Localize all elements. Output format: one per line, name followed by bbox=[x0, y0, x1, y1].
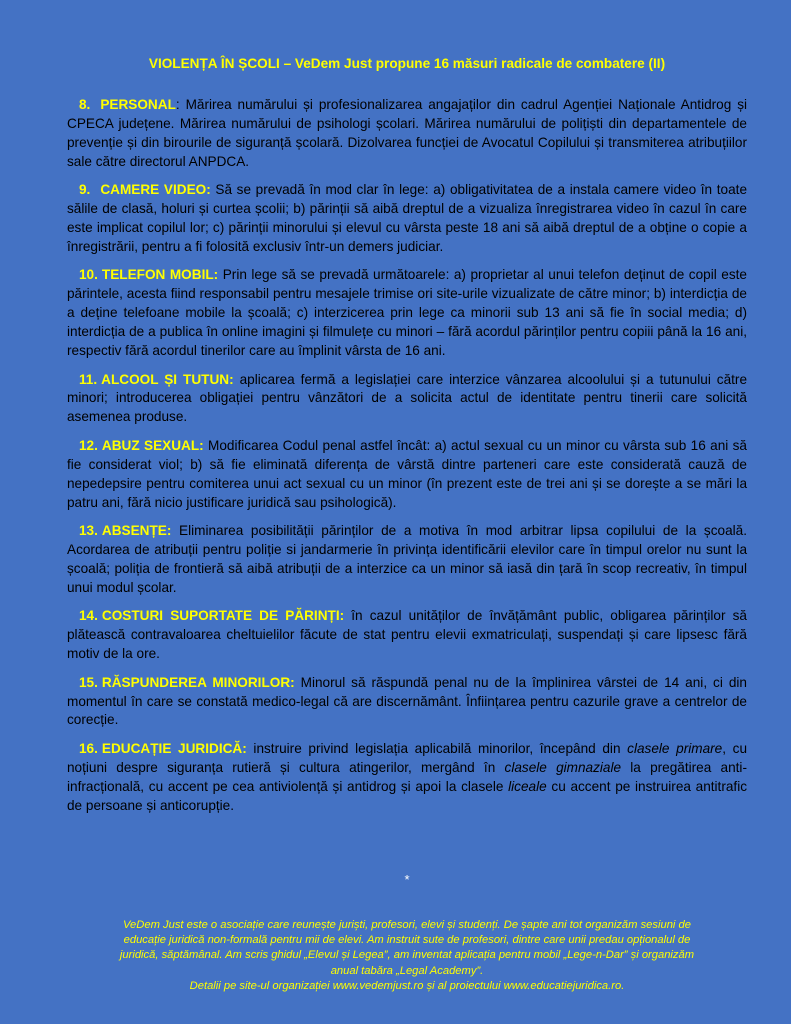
item-text-italic: clasele gimnaziale bbox=[504, 759, 622, 775]
item-text-italic: clasele primare bbox=[627, 740, 723, 756]
item-number: 16. bbox=[79, 740, 98, 756]
item-text-italic: liceale bbox=[508, 778, 547, 794]
item-heading: CAMERE VIDEO: bbox=[100, 182, 211, 198]
item-text: Prin lege să se prevadă următoarele: a) proprietar al unui telefon deținut de copil este părintele, acesta fiind responsabil pentru mesajele trimise ori site-urile vizualizate de către minor; b) interdicția de a deține telefoane mobile la școală; c) interzicerea prin lege ca minorii sub 13 ani să fie în social media; d) interdicția de a publica în online imagini și filmulețe cu minori – fără acordul părinților pentru copiii până la 16 ani, respectiv fără acordul tinerilor care au împlinit vârsta de 16 ani. bbox=[67, 267, 747, 359]
item-heading: RĂSPUNDEREA MINORILOR: bbox=[101, 674, 295, 690]
item-text: în cazul unităților de învățământ public, obligarea părinților să plătească contravaloarea cheltuielilor făcute de stat pentru elevii exmatriculați, suspendați și care lipsesc fără motiv de la ore. bbox=[67, 608, 747, 662]
measure-item-12 bbox=[67, 437, 747, 513]
measure-item-8 bbox=[67, 96, 747, 172]
item-number: 12. bbox=[79, 437, 98, 453]
item-text: la pregătirea anti-infracțională, cu accent pe cea antiviolență și antidrog și apoi la clasele bbox=[67, 759, 747, 794]
organization-footer bbox=[67, 918, 747, 994]
item-text: Să se prevadă în mod clar în lege: a) obligativitatea de a instala camere video în toate sălile de clasă, holuri și curtea școlii; b) părinții să aibă dreptul de a vizualiza înregistrarea video în cazul în care este implicat copilul lor; c) părinții minorului și elevul cu vârsta peste 18 ani să aibă dreptul de a obține o copie a înregistrării, pentru a fi folosită exclusiv într-un demers judiciar. bbox=[67, 182, 748, 254]
footer-line: educație juridică non-formală pentru mii de elevi. Am instruit sute de profesori, dintre care unii predau opționalul de bbox=[123, 934, 691, 947]
item-number: 14. bbox=[79, 608, 98, 624]
document-title: VIOLENȚA ÎN ȘCOLI – VeDem Just propune 16 măsuri radicale de combatere (II) bbox=[148, 56, 666, 71]
item-heading: PERSONAL bbox=[100, 97, 176, 112]
measures-list bbox=[67, 96, 747, 825]
item-text: Minorul să răspundă penal nu de la împlinirea vârstei de 14 ani, ci din momentul în care se constată medico-legal că are discernământ. Înființarea pentru cazurile grave a centrelor de corecție. bbox=[67, 674, 747, 728]
item-heading: ALCOOL ȘI TUTUN: bbox=[101, 371, 234, 387]
item-number: 11. bbox=[79, 371, 98, 387]
item-number: 9. bbox=[79, 182, 91, 198]
measure-item-11 bbox=[67, 371, 747, 428]
measure-item-9 bbox=[67, 181, 747, 257]
item-number: 13. bbox=[79, 523, 98, 539]
item-text: , cu noțiuni despre siguranța rutieră și cultura atingerilor, mergând în bbox=[67, 740, 748, 775]
measure-item-10 bbox=[67, 266, 747, 361]
footer-line: juridică, săptămânal. Am scris ghidul „Elevul și Legea”, am inventat aplicația pentru mobil „Lege-n-Dar” și organizăm bbox=[119, 949, 695, 962]
footer-line: anual tabăra „Legal Academy”. bbox=[330, 964, 484, 977]
item-heading: EDUCAȚIE JURIDICĂ: bbox=[101, 740, 247, 756]
item-heading: TELEFON MOBIL: bbox=[101, 267, 219, 283]
item-number: 8. bbox=[79, 97, 91, 112]
item-heading: ABSENȚE: bbox=[101, 523, 172, 539]
item-number: 15. bbox=[79, 674, 98, 690]
measure-item-13 bbox=[67, 522, 747, 598]
section-separator: * bbox=[404, 872, 410, 887]
item-text: instruire privind legislația aplicabilă minorilor, începând din bbox=[253, 740, 621, 756]
item-text: Eliminarea posibilității părinților de a motiva în mod arbitrar lipsa copilului de la școală. Acordarea de atribuții pentru poliție si jandarmerie în privința identificării elevilor care în timpul orelor nu sunt la școală; poliția de frontieră să aibă atribuții de a interzice ca un minor să iasă din țară în scop recreativ, în timpul unui modul școlar. bbox=[67, 523, 747, 595]
item-text: cu accent pe instruirea antitrafic de persoane și anticorupție. bbox=[67, 778, 748, 813]
item-heading: COSTURI SUPORTATE DE PĂRINȚI: bbox=[101, 608, 345, 624]
document-page bbox=[67, 0, 747, 1024]
measure-item-16 bbox=[67, 740, 747, 816]
item-heading: ABUZ SEXUAL: bbox=[101, 437, 204, 453]
item-heading-suffix: : bbox=[175, 97, 180, 112]
item-text: Modificarea Codul penal astfel încât: a) actul sexual cu un minor cu vârsta sub 16 ani să fie considerat viol; b) să fie eliminată diferența de vârstă dintre parteneri care este considerată cauză de nepedepsire pentru comiterea unui act sexual cu un minor (în prezent este de trei ani și se dorește a se mări la patru ani, fără nicio justificare juridică sau psihologică). bbox=[67, 437, 747, 510]
footer-line: VeDem Just este o asociație care reunește juriști, profesori, elevi și studenți. De șapte ani tot organizăm sesiuni de bbox=[123, 919, 691, 931]
measure-item-14 bbox=[67, 607, 747, 664]
item-text: Mărirea numărului și profesionalizarea angajaților din cadrul Agenției Naționale Antidrog și CPECA județene. Mărirea numărului de psihologi școlari. Mărirea numărului de polițiști din departamentele de prevenție și din birourile de siguranță școlară. Dizolvarea funcției de Avocatul Copilului și transmiterea atribuțiilor sale către directorul ANPDCA. bbox=[67, 97, 748, 169]
footer-links: Detalii pe site-ul organizației www.vedemjust.ro și al proiectului www.educatiejuridica.ro. bbox=[189, 979, 625, 992]
measure-item-15 bbox=[67, 674, 747, 731]
item-text: aplicarea fermă a legislației care interzice vânzarea alcoolului și a tutunului către minori; introducerea obligației pentru vânzători de a solicita actul de identitate pentru tinerii care solicită asemenea produse. bbox=[67, 371, 748, 425]
item-number: 10. bbox=[79, 267, 98, 283]
